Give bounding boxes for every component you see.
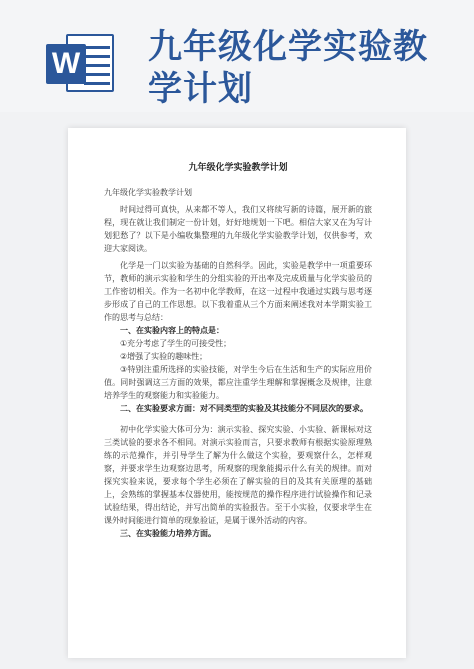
list-item-3: ③特别注重所选择的实验技能，对学生今后在生活和生产的实际应用价值。同时强调这三方面的效果，都应注重学生理解和掌握概念及规律，注意培养学生的观察能力和实验能力。 — [104, 365, 372, 400]
word-logo-letter: W — [46, 44, 86, 84]
document-title: 九年级化学实验教学计划 — [188, 163, 288, 173]
paragraph-experiment-types: 初中化学实验大体可分为：演示实验、探究实验、小实验、新课标对这三类试验的要求各不相同。对演示实验而言，只要求教师有根据实验原理熟练的示范操作，并引导学生了解为什么做这个实验，要观察什么，怎样观察，并要求学生边观察边思考，所观察的现象能揭示什么有关的规律。而对探究实验来说，要求每个学生必须在了解实验的目的及其有关原理的基础上，会熟练的掌握基本仪器使用，能按规范的操作程序进行试验操作和记录试验结果，得出结论，并写出简单的实验报告。至于小实验，仅要求学生在课外时间能进行简单的现象验证，是属于课外活动的内容。 — [104, 425, 372, 525]
banner-title-line-1: 九年级化学实验教 — [148, 27, 428, 67]
word-document-icon — [46, 34, 116, 92]
list-item-1: ①充分考虑了学生的可接受性； — [120, 339, 232, 348]
paragraph-overview: 化学是一门以实验为基础的自然科学。因此，实验是教学中一项重要环节，教师的演示实验和学生的分组实验的开出率及完成质量与化学实验员的工作密切相关。作为一名初中化学教师，在这一过程中我通过实践与思考逐步形成了自己的工作思想。以下我着重从三个方面来阐述我对本学期实验工作的思考与总结： — [104, 261, 372, 322]
header-banner — [0, 0, 474, 112]
banner-title — [148, 26, 466, 110]
section-heading-2: 二、在实验要求方面：对不同类型的实验及其技能分不同层次的要求。 — [120, 404, 368, 413]
section-heading-3: 三、在实验能力培养方面。 — [120, 529, 216, 538]
banner-title-line-2: 学计划 — [148, 69, 253, 109]
list-item-2: ②增强了实验的趣味性； — [120, 352, 208, 361]
document-page — [68, 128, 406, 658]
section-heading-1: 一、在实验内容上的特点是： — [120, 326, 224, 335]
paragraph-intro: 时间过得可真快，从来都不等人，我们又将续写新的诗篇，展开新的旅程，现在就让我们制定一份计划，好好地规划一下吧。相信大家又在为写计划犯愁了？以下是小编收集整理的九年级化学实验教学计划，仅供参考，欢迎大家阅读。 — [104, 205, 372, 253]
document-subtitle: 九年级化学实验教学计划 — [104, 188, 192, 197]
